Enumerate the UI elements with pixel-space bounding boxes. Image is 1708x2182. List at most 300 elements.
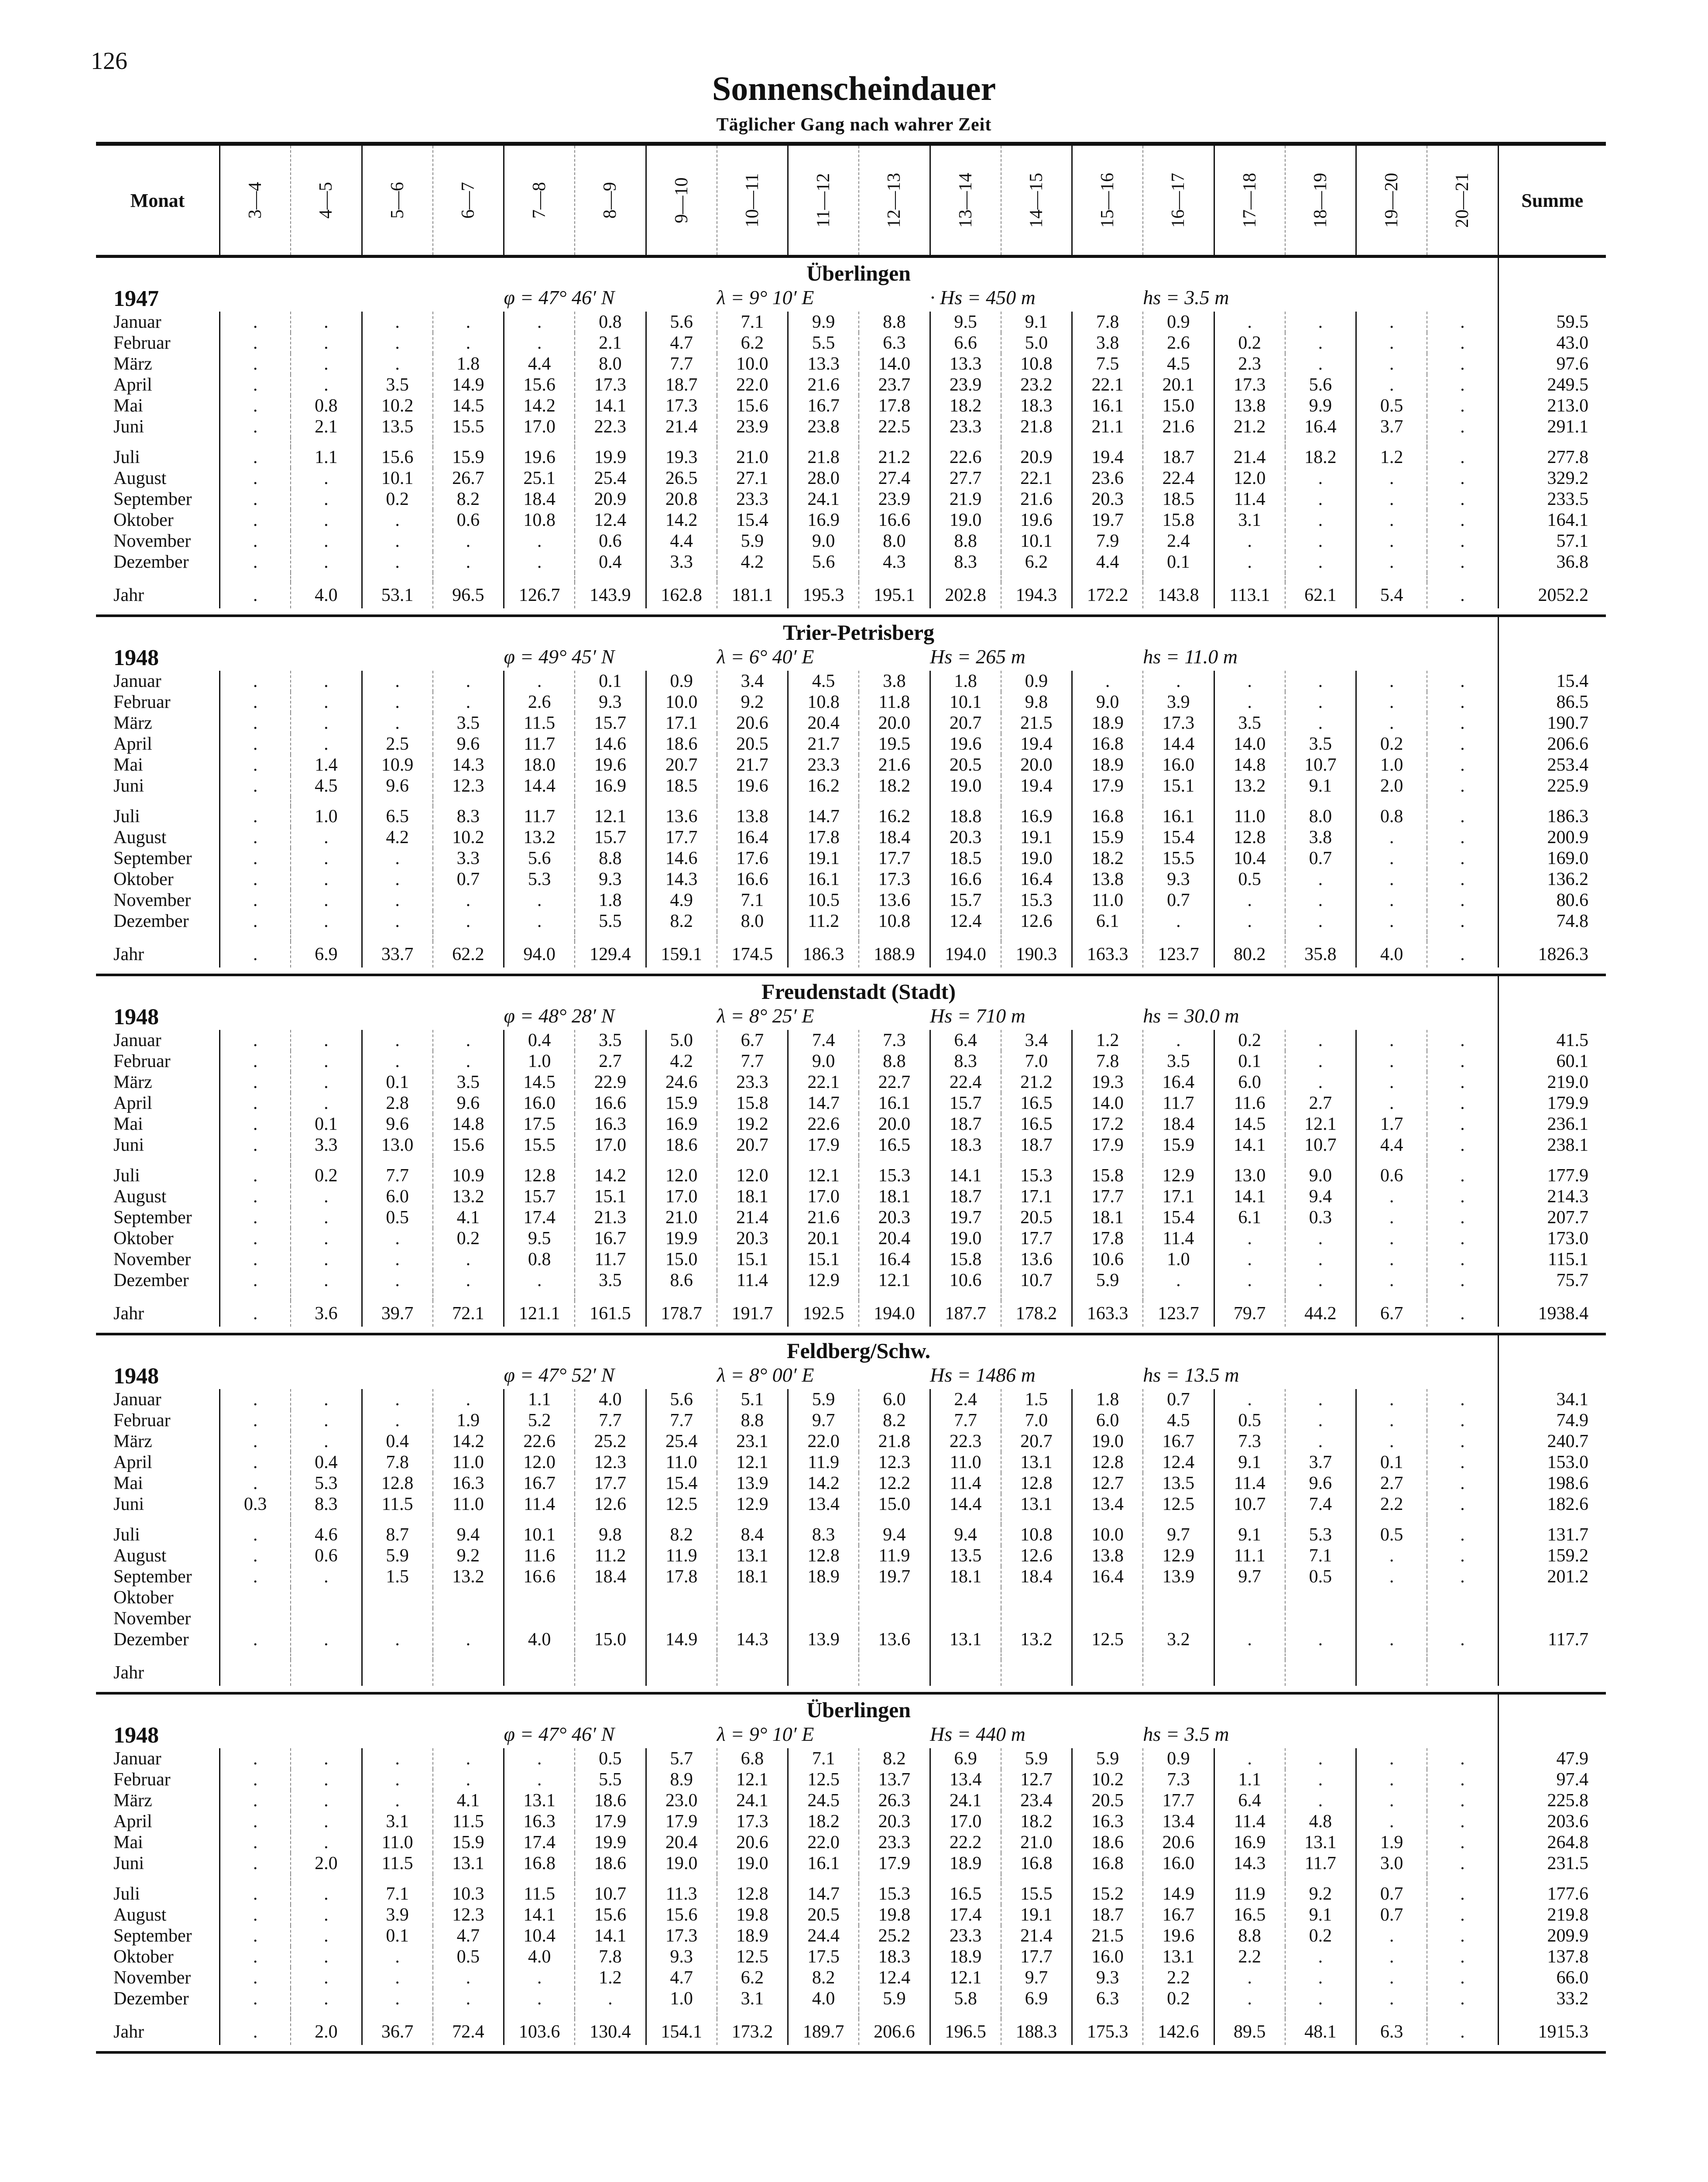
hour-value: 21.7 <box>717 755 788 775</box>
month-row <box>96 353 1606 374</box>
hour-value: 3.3 <box>646 552 717 573</box>
hour-value: 173.2 <box>717 2019 788 2045</box>
spacer-cell <box>1498 573 1606 582</box>
hour-value: 20.0 <box>1001 755 1072 775</box>
hour-value: 3.5 <box>433 713 504 734</box>
spacer-cell <box>859 1874 930 1884</box>
spacer-cell <box>362 796 433 806</box>
hour-value: 2.3 <box>1214 353 1285 374</box>
spacer-cell <box>1356 437 1427 447</box>
month-sum: 201.2 <box>1498 1566 1606 1587</box>
spacer-cell <box>859 1291 930 1300</box>
hour-value: 62.2 <box>433 941 504 967</box>
hour-value: 9.7 <box>1214 1566 1285 1587</box>
month-row <box>96 333 1606 353</box>
month-sum: 57.1 <box>1498 531 1606 552</box>
hour-value: 15.6 <box>362 447 433 468</box>
hour-value: 12.8 <box>504 1165 575 1186</box>
hour-value: 13.5 <box>1143 1473 1214 1494</box>
hour-value: 17.1 <box>1001 1186 1072 1207</box>
month-row <box>96 1904 1606 1925</box>
hour-value: 6.9 <box>1001 1988 1072 2009</box>
hour-value <box>646 1608 717 1629</box>
hour-value: 7.8 <box>362 1452 433 1473</box>
hour-value: 178.7 <box>646 1300 717 1327</box>
hour-value: 161.5 <box>575 1300 646 1327</box>
hour-value: . <box>362 1410 433 1431</box>
hour-value: 7.8 <box>1072 312 1143 333</box>
hour-value: 23.3 <box>788 755 859 775</box>
hour-value: 9.2 <box>1285 1884 1356 1904</box>
hour-value: 96.5 <box>433 582 504 608</box>
hour-value: 188.3 <box>1001 2019 1072 2045</box>
hour-value: 7.0 <box>1001 1051 1072 1072</box>
hour-value: 175.3 <box>1072 2019 1143 2045</box>
spacer-cell <box>1427 1156 1498 1165</box>
spacer-cell <box>96 1874 220 1884</box>
hour-value: 10.1 <box>504 1524 575 1545</box>
spacer-cell <box>96 796 220 806</box>
hour-value: 3.8 <box>1285 827 1356 848</box>
header-hour-label: 11—12 <box>813 173 834 228</box>
station-coords-row <box>96 1004 1606 1030</box>
hour-value: 19.1 <box>1001 1904 1072 1925</box>
hour-value: 11.4 <box>717 1270 788 1291</box>
hour-value: . <box>362 1030 433 1051</box>
hour-value <box>1285 1660 1356 1686</box>
hour-value: 13.9 <box>717 1473 788 1494</box>
spacer-row <box>96 932 1606 941</box>
hour-value: 172.2 <box>1072 582 1143 608</box>
hour-value: 11.5 <box>362 1494 433 1515</box>
hour-value: 18.9 <box>930 1853 1001 1874</box>
spacer-cell <box>575 1156 646 1165</box>
hour-value: 14.5 <box>433 395 504 416</box>
coords-spacer <box>220 1722 504 1748</box>
hour-value: 0.2 <box>362 489 433 510</box>
hour-value: . <box>1427 1228 1498 1249</box>
hour-value: 9.4 <box>433 1524 504 1545</box>
hour-value: . <box>291 713 362 734</box>
hour-value: 6.3 <box>1356 2019 1427 2045</box>
hour-value: 1.2 <box>575 1967 646 1988</box>
hour-value: 0.3 <box>220 1494 291 1515</box>
hour-value: 15.4 <box>1143 1207 1214 1228</box>
hour-value: 1.0 <box>291 806 362 827</box>
station-altitude: Hs = 710 m <box>930 1005 1025 1027</box>
spacer-cell <box>504 437 575 447</box>
hour-value: . <box>1356 1093 1427 1114</box>
header-hour-label: 6—7 <box>458 182 478 219</box>
hour-value: 16.4 <box>1285 416 1356 437</box>
hour-value: . <box>1427 1769 1498 1790</box>
header-hour-label: 14—15 <box>1026 173 1046 228</box>
hour-value: 12.3 <box>575 1452 646 1473</box>
hour-value: 9.2 <box>717 692 788 713</box>
month-row <box>96 1748 1606 1769</box>
header-hour-13 <box>1072 144 1143 257</box>
spacer-cell <box>1356 1156 1427 1165</box>
hour-value: 4.9 <box>646 890 717 911</box>
spacer-cell <box>1214 1650 1285 1660</box>
month-sum: 136.2 <box>1498 869 1606 890</box>
hour-value: 11.4 <box>1214 489 1285 510</box>
hour-value: 9.7 <box>1143 1524 1214 1545</box>
hour-value: . <box>1427 468 1498 489</box>
hour-value: 1.8 <box>433 353 504 374</box>
hour-value: 126.7 <box>504 582 575 608</box>
hour-value: 17.1 <box>646 713 717 734</box>
spacer-cell <box>220 1291 291 1300</box>
hour-value <box>575 1608 646 1629</box>
hour-value: . <box>291 1207 362 1228</box>
hour-value: . <box>291 374 362 395</box>
hour-value: 5.6 <box>1285 374 1356 395</box>
hour-value: . <box>504 911 575 932</box>
month-label: Jahr <box>113 1663 144 1683</box>
hour-value: 11.9 <box>859 1545 930 1566</box>
hour-value: 23.3 <box>717 1072 788 1093</box>
hour-value: 4.7 <box>433 1925 504 1946</box>
hour-value: 21.6 <box>788 374 859 395</box>
hour-value: 15.9 <box>1072 827 1143 848</box>
hour-value: 16.7 <box>788 395 859 416</box>
hour-value: 7.4 <box>1285 1494 1356 1515</box>
hour-value: 17.3 <box>1214 374 1285 395</box>
hour-value <box>717 1587 788 1608</box>
month-sum: 225.8 <box>1498 1790 1606 1811</box>
hour-value: 5.6 <box>646 312 717 333</box>
station-name-row <box>96 1693 1606 1722</box>
month-sum: 207.7 <box>1498 1207 1606 1228</box>
hour-value: 14.2 <box>646 510 717 531</box>
spacer-cell <box>1143 1156 1214 1165</box>
hour-value: 12.9 <box>1143 1545 1214 1566</box>
hour-value: . <box>433 552 504 573</box>
hour-value: 174.5 <box>717 941 788 967</box>
month-sum: 291.1 <box>1498 416 1606 437</box>
hour-value: . <box>220 692 291 713</box>
hour-value: 2.7 <box>575 1051 646 1072</box>
hour-value: 9.8 <box>575 1524 646 1545</box>
hour-value: . <box>1427 713 1498 734</box>
hour-value: . <box>1427 1249 1498 1270</box>
hour-value: . <box>220 911 291 932</box>
month-row <box>96 1030 1606 1051</box>
hour-value: 10.8 <box>859 911 930 932</box>
spacer-cell <box>717 1515 788 1524</box>
hour-value: 5.9 <box>788 1389 859 1410</box>
hour-value: 4.0 <box>291 582 362 608</box>
hour-value: 14.7 <box>788 1884 859 1904</box>
spacer-cell <box>717 1291 788 1300</box>
hour-value: 9.1 <box>1285 1904 1356 1925</box>
spacer-cell <box>788 796 859 806</box>
month-label: Dezember <box>113 552 189 572</box>
spacer-cell <box>433 1291 504 1300</box>
hour-value: . <box>220 1135 291 1156</box>
hour-value: 18.3 <box>859 1946 930 1967</box>
hour-value: 0.1 <box>362 1925 433 1946</box>
spacer-cell <box>1498 1874 1606 1884</box>
hour-value: . <box>362 671 433 692</box>
header-hour-2 <box>291 144 362 257</box>
station-latitude: φ = 47° 46′ N <box>504 1723 615 1745</box>
hour-value: 13.4 <box>788 1494 859 1515</box>
hour-value: . <box>1427 734 1498 755</box>
hour-value: 19.9 <box>575 1832 646 1853</box>
hour-value: 9.1 <box>1214 1452 1285 1473</box>
hour-value: 1.0 <box>1143 1249 1214 1270</box>
spacer-cell <box>504 573 575 582</box>
hour-value: . <box>1427 1135 1498 1156</box>
hour-value: 13.8 <box>1072 1545 1143 1566</box>
month-label: Jahr <box>113 585 144 605</box>
hour-value: 9.5 <box>930 312 1001 333</box>
hour-value: . <box>220 1051 291 1072</box>
hour-value: 15.8 <box>930 1249 1001 1270</box>
hour-value: . <box>220 1165 291 1186</box>
hour-value: 5.2 <box>504 1410 575 1431</box>
hour-value: 6.8 <box>717 1748 788 1769</box>
hour-value: 1.8 <box>575 890 646 911</box>
hour-value: 15.5 <box>1143 848 1214 869</box>
hour-value: 16.4 <box>859 1249 930 1270</box>
hour-value: . <box>291 1967 362 1988</box>
hour-value: . <box>433 1629 504 1650</box>
hour-value: 20.5 <box>1072 1790 1143 1811</box>
hour-value: . <box>504 1748 575 1769</box>
hour-value: 5.9 <box>1001 1748 1072 1769</box>
hour-value: 17.0 <box>504 416 575 437</box>
hour-value: 4.4 <box>1072 552 1143 573</box>
hour-value: . <box>1285 1967 1356 1988</box>
hour-value: 23.3 <box>717 489 788 510</box>
spacer-cell <box>1072 1650 1143 1660</box>
spacer-cell <box>1285 796 1356 806</box>
hour-value: 13.2 <box>433 1186 504 1207</box>
spacer-cell <box>788 2009 859 2019</box>
month-row <box>96 510 1606 531</box>
hour-value <box>1072 1608 1143 1629</box>
hour-value: 17.9 <box>1072 775 1143 796</box>
hour-value: . <box>1285 1072 1356 1093</box>
station-year: 1948 <box>113 1364 159 1389</box>
month-row <box>96 775 1606 796</box>
hour-value: . <box>1356 1072 1427 1093</box>
hour-value: 10.7 <box>1001 1270 1072 1291</box>
hour-value: 123.7 <box>1143 1300 1214 1327</box>
hour-value: 11.9 <box>646 1545 717 1566</box>
hour-value: 2.1 <box>291 416 362 437</box>
hour-value: 7.1 <box>1285 1545 1356 1566</box>
spacer-cell <box>1214 932 1285 941</box>
hour-value: 6.0 <box>1072 1410 1143 1431</box>
hour-value: . <box>1356 1270 1427 1291</box>
station-name-row <box>96 257 1606 286</box>
coords-spacer <box>220 1363 504 1389</box>
month-sum: 240.7 <box>1498 1431 1606 1452</box>
month-label: März <box>113 1791 152 1811</box>
hour-value: 10.2 <box>1072 1769 1143 1790</box>
hour-value: 11.7 <box>575 1249 646 1270</box>
hour-value: . <box>1427 1884 1498 1904</box>
hour-value: 18.2 <box>1072 848 1143 869</box>
hour-value: 9.1 <box>1285 775 1356 796</box>
hour-value: . <box>1356 869 1427 890</box>
hour-value: . <box>220 1249 291 1270</box>
hour-value: . <box>1285 692 1356 713</box>
hour-value: . <box>1427 1811 1498 1832</box>
spacer-cell <box>930 1515 1001 1524</box>
hour-value: 22.4 <box>1143 468 1214 489</box>
hour-value: . <box>1427 1946 1498 1967</box>
hour-value <box>1214 1608 1285 1629</box>
hour-value: . <box>1427 374 1498 395</box>
hour-value: . <box>433 671 504 692</box>
spacer-row <box>96 1650 1606 1660</box>
month-label: Juni <box>113 1853 144 1873</box>
hour-value: . <box>1285 869 1356 890</box>
hour-value: 0.9 <box>1001 671 1072 692</box>
hour-value: 62.1 <box>1285 582 1356 608</box>
hour-value: 0.7 <box>1143 1389 1214 1410</box>
hour-value: . <box>1427 671 1498 692</box>
hour-value: . <box>433 1249 504 1270</box>
hour-value: . <box>362 1946 433 1967</box>
hour-value <box>1427 1587 1498 1608</box>
station-altitude: Hs = 440 m <box>930 1723 1025 1745</box>
hour-value: 16.6 <box>575 1093 646 1114</box>
hour-value: 2.2 <box>1356 1494 1427 1515</box>
hour-value: 14.1 <box>1214 1135 1285 1156</box>
hour-value: 181.1 <box>717 582 788 608</box>
hour-value: . <box>1356 671 1427 692</box>
month-sum: 200.9 <box>1498 827 1606 848</box>
month-sum: 1826.3 <box>1498 941 1606 967</box>
hour-value: . <box>220 552 291 573</box>
hour-value: 15.3 <box>859 1884 930 1904</box>
hour-value: . <box>1427 1030 1498 1051</box>
hour-value: 11.1 <box>1214 1545 1285 1566</box>
hour-value: 9.3 <box>575 692 646 713</box>
hour-value: . <box>1427 1925 1498 1946</box>
hour-value: 1.4 <box>291 755 362 775</box>
hour-value <box>1001 1587 1072 1608</box>
hour-value: 39.7 <box>362 1300 433 1327</box>
hour-value: 9.7 <box>1001 1967 1072 1988</box>
hour-value: 10.5 <box>788 890 859 911</box>
hour-value: 14.8 <box>1214 755 1285 775</box>
hour-value: 20.6 <box>1143 1832 1214 1853</box>
spacer-cell <box>1143 932 1214 941</box>
spacer-cell <box>1285 437 1356 447</box>
spacer-cell <box>362 1515 433 1524</box>
spacer-cell <box>788 1291 859 1300</box>
spacer-cell <box>1214 1291 1285 1300</box>
spacer-cell <box>717 796 788 806</box>
hour-value <box>788 1608 859 1629</box>
spacer-cell <box>859 573 930 582</box>
spacer-cell <box>1001 796 1072 806</box>
hour-value: . <box>220 312 291 333</box>
header-hour-label: 9—10 <box>671 177 692 223</box>
hour-value: . <box>1427 395 1498 416</box>
spacer-cell <box>930 796 1001 806</box>
hour-value <box>575 1660 646 1686</box>
hour-value <box>1214 1587 1285 1608</box>
hour-value: 8.8 <box>717 1410 788 1431</box>
hour-value: 12.9 <box>1143 1165 1214 1186</box>
hour-value: 19.6 <box>1001 510 1072 531</box>
header-hour-label: 3—4 <box>245 182 266 219</box>
spacer-cell <box>504 1650 575 1660</box>
hour-value: 18.2 <box>788 1811 859 1832</box>
hour-value: . <box>1356 1925 1427 1946</box>
hour-value: 18.1 <box>717 1566 788 1587</box>
hour-value <box>717 1660 788 1686</box>
hour-value: . <box>1427 890 1498 911</box>
hour-value: . <box>575 1988 646 2009</box>
hour-value: 5.9 <box>362 1545 433 1566</box>
page-title: Sonnenscheindauer <box>712 69 996 107</box>
hour-value: 2.6 <box>1143 333 1214 353</box>
hour-value <box>575 1587 646 1608</box>
hour-value: . <box>362 1249 433 1270</box>
spacer-cell <box>220 1650 291 1660</box>
hour-value: 72.4 <box>433 2019 504 2045</box>
hour-value: . <box>362 353 433 374</box>
hour-value: . <box>220 1790 291 1811</box>
spacer-cell <box>96 1156 220 1165</box>
hour-value: 11.4 <box>1214 1811 1285 1832</box>
hour-value: 20.5 <box>930 755 1001 775</box>
hour-value: 20.4 <box>646 1832 717 1853</box>
hour-value: . <box>220 1093 291 1114</box>
hour-value: 89.5 <box>1214 2019 1285 2045</box>
hour-value: 11.4 <box>504 1494 575 1515</box>
hour-value: 7.7 <box>362 1165 433 1186</box>
hour-value: . <box>220 1769 291 1790</box>
station-year: 1948 <box>113 645 159 670</box>
hour-value: . <box>291 734 362 755</box>
hour-value: 8.8 <box>859 312 930 333</box>
hour-value: . <box>291 1228 362 1249</box>
hour-value: 2.2 <box>1214 1946 1285 1967</box>
hour-value: 15.9 <box>433 1832 504 1853</box>
hour-value: 17.0 <box>646 1186 717 1207</box>
hour-value: 24.5 <box>788 1790 859 1811</box>
hour-value: . <box>1214 531 1285 552</box>
hour-value: . <box>1427 1790 1498 1811</box>
hour-value: 19.4 <box>1001 775 1072 796</box>
hour-value: . <box>433 1967 504 1988</box>
spacer-cell <box>291 932 362 941</box>
hour-value: . <box>1427 806 1498 827</box>
hour-value: . <box>1285 531 1356 552</box>
hour-value: 0.2 <box>1356 734 1427 755</box>
hour-value: 15.8 <box>1072 1165 1143 1186</box>
spacer-cell <box>575 932 646 941</box>
hour-value: 11.7 <box>1285 1853 1356 1874</box>
hour-value: 14.3 <box>646 869 717 890</box>
hour-value <box>646 1587 717 1608</box>
hour-value: 16.3 <box>433 1473 504 1494</box>
spacer-cell <box>859 1515 930 1524</box>
hour-value: . <box>1427 1545 1498 1566</box>
hour-value: 20.3 <box>717 1228 788 1249</box>
hour-value: 18.2 <box>1285 447 1356 468</box>
